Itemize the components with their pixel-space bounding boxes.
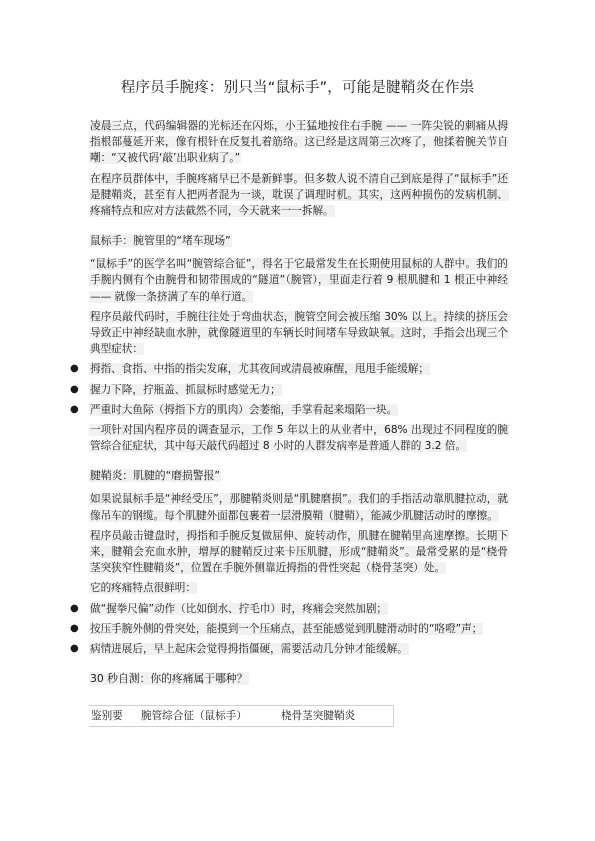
list-item: ● 握力下降，拧瓶盖、抓鼠标时感觉无力； [89,382,509,398]
section-heading-tenosynovitis: 腱鞘炎：肌腱的“磨损警报” [90,469,220,483]
tenosynovitis-paragraph-3: 它的疼痛特点很鲜明： [90,582,196,595]
bullet-icon: ● [70,383,79,395]
intro-paragraph-2: 在程序员群体中，手腕疼痛早已不是新鲜事。但多数人说不清自己到底是得了“鼠标手”还是腱鞘炎，甚至有人把两者混为一谈，耽误了调理时机。其实，这两种损伤的发病机制、疼痛特点和应对方法截然不同，今天就来一一拆解。 [90,172,508,218]
bullet-icon: ● [70,622,79,634]
tenosynovitis-paragraph-2: 程序员敲击键盘时，拇指和手腕反复做屈伸、旋转动作，肌腱在腱鞘里高速摩擦。长期下来，腱鞘会充血水肿，增厚的腱鞘反过来卡压肌腱，形成“腱鞘炎”。最常受累的是“桡骨茎突狭窄性腱鞘炎”，位置在手腕外侧靠近拇指的骨性突起（桡骨茎突）处。 [90,529,508,575]
list-item: ● 拇指、食指、中指的指尖发麻，尤其夜间或清晨被麻醒，甩甩手能缓解； [89,361,509,377]
bullet-icon: ● [70,643,79,655]
mouse-hand-paragraph-1: “鼠标手”的医学名叫“腕管综合征”，得名于它最常发生在长期使用鼠标的人群中。我们的手腕内侧有个由腕骨和韧带围成的“隧道”（腕管），里面走行着 9 根肌腱和 1 根正中神经 —— 就像一条挤满了车的单行道。 [90,258,508,303]
table-header-row [89,706,394,727]
intro-paragraph-1: 凌晨三点，代码编辑器的光标还在闪烁，小王猛地按住右手腕 —— 一阵尖锐的刺痛从拇指根部蔓延开来，像有根针在反复扎着筋络。这已经是这周第三次疼了，他揉着腕关节自嘲：“又被代码‘敲’出职业病了。” [90,120,508,165]
bullet-icon: ● [70,403,79,415]
tenosynovitis-paragraph-1: 如果说鼠标手是“神经受压”，那腱鞘炎则是“肌腱磨损”。我们的手指活动靠肌腱拉动，就像吊车的钢缆。每个肌腱外面都包裹着一层滑膜鞘（腱鞘），能减少肌腱活动时的摩擦。 [90,493,508,522]
table-header-cell: 鉴别要 [89,706,139,727]
list-item: ● 病情进展后，早上起床会觉得拇指僵硬，需要活动几分钟才能缓解。 [89,641,509,657]
list-item: ● 严重时大鱼际（拇指下方的肌肉）会萎缩，手掌看起来塌陷一块。 [89,402,509,418]
comparison-table [89,705,394,727]
table-header-cell: 腕管综合征（鼠标手） [139,706,279,727]
article-title: 程序员手腕疼：别只当“鼠标手”，可能是腱鞘炎在作祟 [120,80,475,96]
mouse-hand-paragraph-2: 程序员敲代码时，手腕往往处于弯曲状态，腕管空间会被压缩 30% 以上。持续的挤压会导致正中神经缺血水肿，就像隧道里的车辆长时间堵车导致缺氧。这时，手指会出现三个典型症状： [90,310,508,356]
mouse-hand-survey-paragraph: 一项针对国内程序员的调查显示，工作 5 年以上的从业者中，68% 出现过不同程度的腕管综合征症状，其中每天敲代码超过 8 小时的人群发病率是普通人群的 3.2 倍。 [90,424,508,453]
table-header-cell: 桡骨茎突腱鞘炎 [279,706,394,727]
list-item: ● 按压手腕外侧的骨突处，能摸到一个压痛点，甚至能感觉到肌腱滑动时的“咯噔”声； [89,621,509,637]
section-heading-self-test: 30 秒自测：你的疼痛属于哪种？ [90,672,248,686]
bullet-icon: ● [70,602,79,614]
bullet-icon: ● [70,363,79,375]
comparison-table-wrapper [89,705,509,727]
mouse-hand-symptom-list [70,361,509,418]
tenosynovitis-symptom-list [70,601,509,658]
list-item: ● 做“握拳尺偏”动作（比如倒水、拧毛巾）时，疼痛会突然加剧； [89,601,509,617]
article-body [70,118,509,727]
section-heading-mouse-hand: 鼠标手：腕管里的“堵车现场” [90,234,231,248]
